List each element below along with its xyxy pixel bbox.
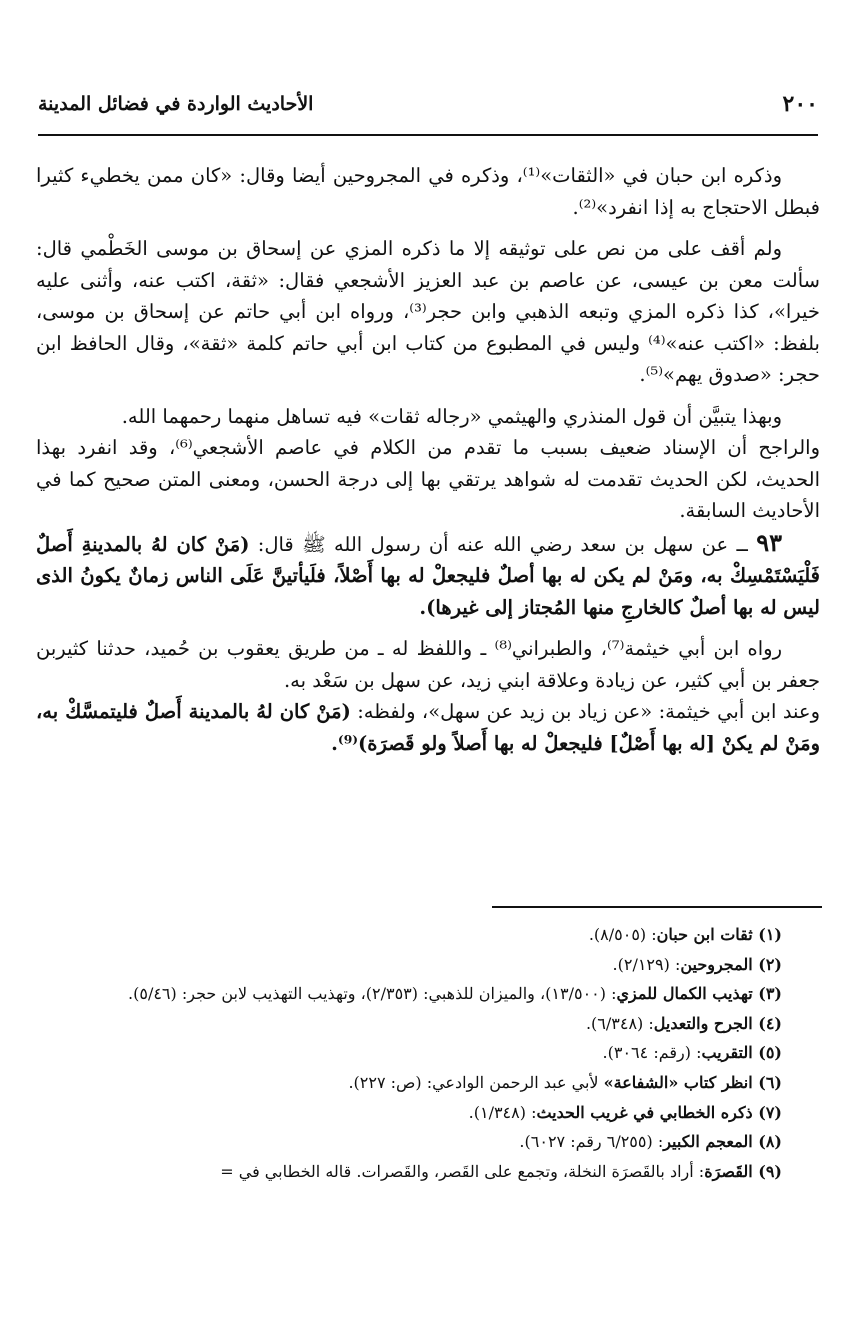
footnote-text: : (٦/٢٥٥ رقم: ٦٠٢٧). — [519, 1132, 664, 1152]
footnote-text: : (رقم: ٣٠٦٤). — [602, 1043, 702, 1063]
footnote-key: (٢) المجروحين — [680, 954, 782, 974]
footnote-key: (٤) الجرح والتعديل — [653, 1013, 782, 1033]
footnote — [36, 1068, 782, 1098]
footnote-text: : (١٣/٥٠٠)، والميزان للذهبي: (٢/٣٥٣)، وتهذيب التهذيب لابن حجر: (٥/٤٦). — [128, 984, 617, 1004]
hadith-number: ٩٣ — [756, 527, 782, 557]
footnote — [36, 950, 782, 980]
paragraph-tasahul: وبهذا يتبيَّن أن قول المنذري والهيثمي «رجاله ثقات» فيه تساهل منهما رحمهما الله. — [121, 404, 782, 428]
footnote-key: (١) ثقات ابن حبان — [656, 925, 782, 944]
variant-intro: وعند ابن أبي خيثمة: «عن زياد بن زيد عن سهل»، ولفظه: — [350, 700, 820, 723]
footnote-text: لأبي عبد الرحمن الوادعي: (ص: ٢٢٧). — [348, 1072, 604, 1092]
hadith-isnad: عن سهل بن سعد رضي الله عنه أن رسول الله ﷺ قال: — [249, 532, 729, 556]
footnote-text: : (٨/٥٠٥). — [588, 925, 657, 944]
footnote-key: (٨) المعجم الكبير — [663, 1132, 782, 1152]
footnote-text: : أراد بالقَصرَة النخلة، وتجمع على القَصر، والقَصرات. قاله الخطابي في = — [220, 1161, 705, 1181]
footnote — [36, 920, 782, 950]
footnote — [36, 1009, 782, 1039]
footnote-text: : (٦/٣٤٨). — [585, 1013, 654, 1033]
variant-matn: (مَنْ كان لهُ بالمدينة أَصلٌ فليتمسَّكْ به، ومَنْ لم يكنْ [له بها أَصْلٌ] فليجعلْ له بها أَصلاً ولو قَصرَة)⁽⁹⁾. — [36, 700, 820, 755]
paragraph-ibn-abi-khaythama — [36, 696, 820, 759]
footnotes — [36, 920, 782, 1186]
hadith-dash: ــ — [728, 532, 757, 556]
footnote — [36, 1038, 782, 1068]
paragraph-rajih: والراجح أن الإسناد ضعيف بسبب ما تقدم من الكلام في عاصم الأشجعي⁽⁶⁾، وقد انفرد بهذا الحديث، لكن الحديث تقدمت له شواهد يرتقي بها إلى درجة الحسن، ومعنى المتن صحيح كما في الأحاديث السابقة. — [36, 436, 820, 522]
paragraph-takhrij: رواه ابن أبي خيثمة⁽⁷⁾، والطبراني⁽⁸⁾ ـ واللفظ له ـ من طريق يعقوب بن حُميد، حدثنا كثيربن جعفر بن أبي كثير، عن زيادة وعلاقة ابني زيد، عن سهل بن سَعْد به. — [36, 637, 820, 692]
footnote — [36, 1098, 782, 1128]
running-title: الأحاديث الواردة في فضائل المدينة — [38, 93, 314, 115]
footnote — [36, 979, 782, 1009]
paragraph-tawthiq: ولم أقف على من نص على توثيقه إلا ما ذكره المزي عن إسحاق بن موسى الخَطْمي قال: سألت معن بن عيسى، عن عاصم بن عبد العزيز الأشجعي فقال: «ثقة، اكتب عنه، وأثنى عليه خيرا»، كذا ذكره المزي وتبعه الذهبي وابن حجر⁽³⁾، ورواه ابن أبي حاتم عن إسحاق بن موسى، بلفظ: «اكتب عنه»⁽⁴⁾ وليس في المطبوع من كتاب ابن أبي حاتم كلمة «ثقة»، وقال الحافظ ابن حجر: «صدوق يهم»⁽⁵⁾. — [36, 237, 820, 386]
footnote-text: : (١/٣٤٨). — [468, 1102, 537, 1122]
footnote-key: (٧) ذكره الخطابي في غريب الحديث — [536, 1102, 782, 1122]
footnote — [36, 1127, 782, 1157]
footnote-text: : (٢/١٢٩). — [612, 954, 681, 974]
header-rule — [38, 134, 818, 136]
footnote-key: (٣) تهذيب الكمال للمزي — [616, 984, 782, 1004]
hadith-93 — [36, 527, 820, 624]
main-text — [36, 160, 820, 759]
footnote-key: (٥) التقريب — [701, 1043, 782, 1063]
footnote-key: (٦) انظر كتاب «الشفاعة» — [603, 1072, 782, 1092]
footnote — [36, 1157, 782, 1187]
footnote-key: (٩) القَصرَة — [704, 1161, 782, 1181]
paragraph-ibn-hibban: وذكره ابن حبان في «الثقات»⁽¹⁾، وذكره في المجروحين أيضا وقال: «كان ممن يخطيء كثيرا فبطل الاحتجاج به إذا انفرد»⁽²⁾. — [36, 164, 820, 219]
footnote-rule — [492, 906, 822, 908]
page-number: ٢٠٠ — [782, 91, 818, 117]
page-header — [38, 86, 818, 122]
hadith-matn: (مَنْ كان لهُ بالمدينةِ أَصلٌ فَلْيَسْتَمْسِكْ به، ومَنْ لم يكن له بها أصلٌ فليجعلْ له بها أَصْلاً، فلَيأتينَّ عَلَى الناس زمانٌ يكونُ الذى ليس له بها أصلٌ كالخارجِ منها المُجتاز إلى غيرها). — [36, 532, 820, 619]
